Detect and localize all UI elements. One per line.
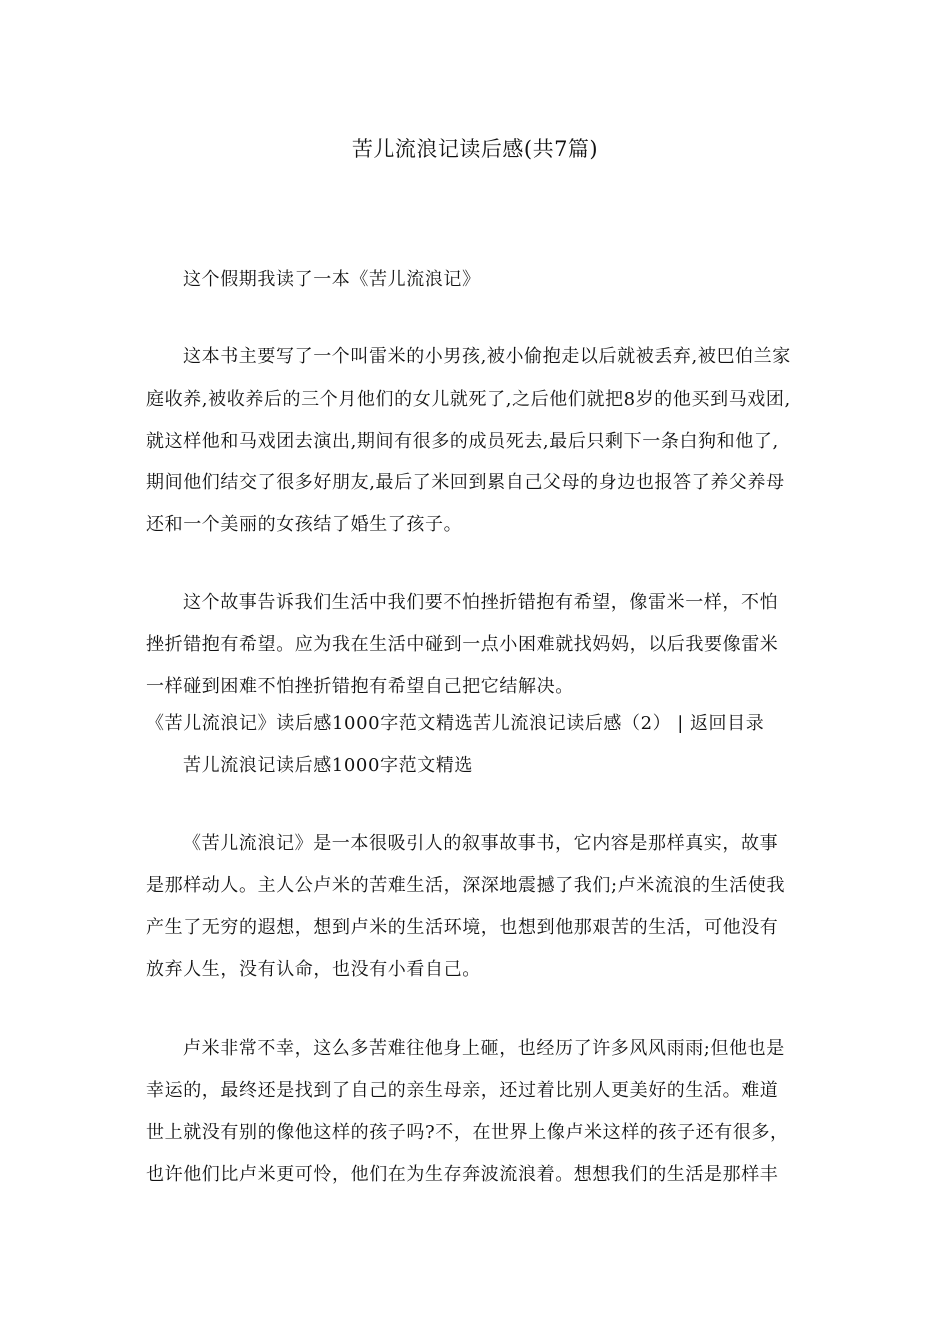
paragraph-line: 是那样动人。主人公卢米的苦难生活，深深地震撼了我们;卢米流浪的生活使我 — [146, 875, 786, 896]
back-to-toc-link[interactable]: 返回目录 — [689, 713, 765, 734]
paragraph-line: 这本书主要写了一个叫雷米的小男孩,被小偷抱走以后就被丢弃,被巴伯兰家 — [183, 346, 791, 367]
nav-line — [146, 711, 764, 737]
paragraph-line: 幸运的，最终还是找到了自己的亲生母亲，还过着比别人更美好的生活。难道 — [146, 1080, 779, 1101]
nav-separator: | — [677, 713, 684, 734]
paragraph-line: 就这样他和马戏团去演出,期间有很多的成员死去,最后只剩下一条白狗和他了, — [146, 431, 779, 452]
paragraph-line: 放弃人生，没有认命，也没有小看自己。 — [146, 959, 481, 980]
paragraph-line: 一样碰到困难不怕挫折错抱有希望自己把它结解决。 — [146, 676, 574, 697]
document-title: 苦儿流浪记读后感(共7篇) — [351, 137, 599, 161]
paragraph-line: 这个故事告诉我们生活中我们要不怕挫折错抱有希望，像雷米一样，不怕 — [183, 592, 779, 613]
paragraph-line: 还和一个美丽的女孩结了婚生了孩子。 — [146, 514, 463, 535]
paragraph-line: 挫折错抱有希望。应为我在生活中碰到一点小困难就找妈妈，以后我要像雷米 — [146, 634, 779, 655]
section-heading: 苦儿流浪记读后感1000字范文精选 — [183, 755, 474, 776]
paragraph-line: 庭收养,被收养后的三个月他们的女儿就死了,之后他们就把8岁的他买到马戏团, — [146, 389, 791, 410]
paragraph-line: 这个假期我读了一本《苦儿流浪记》 — [183, 269, 481, 290]
paragraph-line: 也许他们比卢米更可怜，他们在为生存奔波流浪着。想想我们的生活是那样丰 — [146, 1164, 779, 1185]
paragraph-line: 《苦儿流浪记》是一本很吸引人的叙事故事书，它内容是那样真实，故事 — [183, 833, 779, 854]
paragraph-line: 卢米非常不幸，这么多苦难往他身上砸，也经历了许多风风雨雨;但他也是 — [183, 1038, 785, 1059]
paragraph-line: 产生了无穷的遐想，想到卢米的生活环境，也想到他那艰苦的生活，可他没有 — [146, 917, 779, 938]
nav-prefix-text: 《苦儿流浪记》读后感1000字范文精选苦儿流浪记读后感（2） — [146, 713, 672, 734]
paragraph-line: 期间他们结交了很多好朋友,最后了米回到累自己父母的身边也报答了养父养母 — [146, 472, 785, 493]
paragraph-line: 世上就没有别的像他这样的孩子吗?不，在世界上像卢米这样的孩子还有很多， — [146, 1122, 789, 1143]
